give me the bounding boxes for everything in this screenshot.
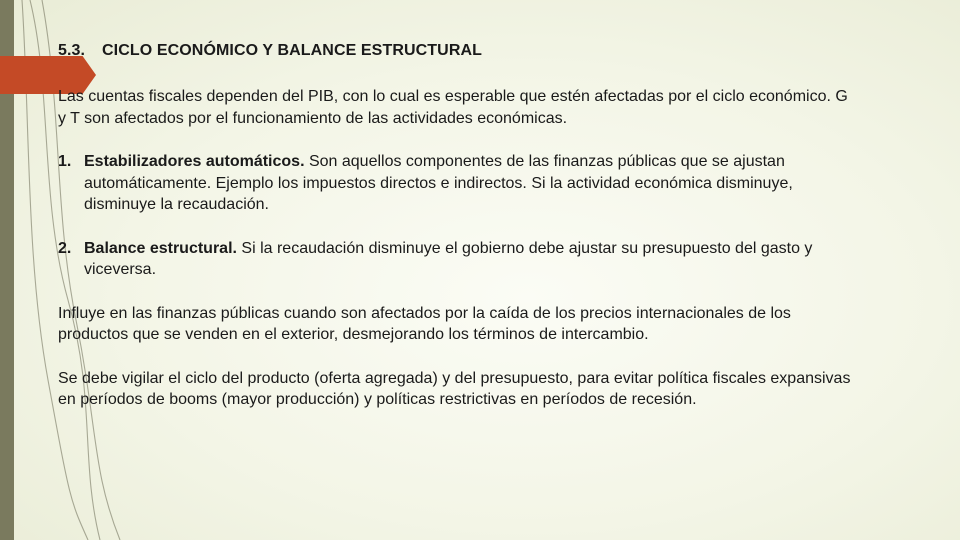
policy-paragraph: Se debe vigilar el ciclo del producto (oferta agregada) y del presupuesto, para evitar política fiscales expansivas en períodos de booms (mayor producción) y políticas restrictivas en períodos de recesión. bbox=[58, 369, 851, 408]
terms-of-trade-paragraph: Influye en las finanzas públicas cuando son afectados por la caída de los precios internacionales de los productos que se venden en el exterior, desmejorando los términos de intercambio. bbox=[58, 304, 791, 343]
list-item-term: Estabilizadores automáticos. bbox=[84, 153, 305, 170]
slide-title bbox=[58, 42, 482, 60]
intro-paragraph: Las cuentas fiscales dependen del PIB, con lo cual es esperable que estén afectadas por el ciclo económico. G y T son afectados por el funcionamiento de las actividades económicas. bbox=[58, 88, 848, 127]
list-item bbox=[58, 151, 858, 216]
list-item-text: Si la recaudación disminuye el gobierno debe ajustar su presupuesto del gasto y viceversa. bbox=[84, 239, 813, 278]
title-text: CICLO ECONÓMICO Y BALANCE ESTRUCTURAL bbox=[102, 42, 483, 59]
list-item bbox=[58, 238, 858, 281]
slide-body bbox=[58, 86, 858, 411]
numbered-list bbox=[58, 151, 858, 281]
list-item-text: Son aquellos componentes de las finanzas públicas que se ajustan automáticamente. Ejemplo los impuestos directos e indirectos. Si la actividad económica disminuye, disminuye la recaudación. bbox=[84, 153, 793, 213]
list-item-number: 2. bbox=[58, 239, 72, 257]
title-number: 5.3. bbox=[58, 42, 86, 59]
list-item-term: Balance estructural. bbox=[84, 239, 237, 257]
list-item-number: 1. bbox=[58, 153, 72, 170]
